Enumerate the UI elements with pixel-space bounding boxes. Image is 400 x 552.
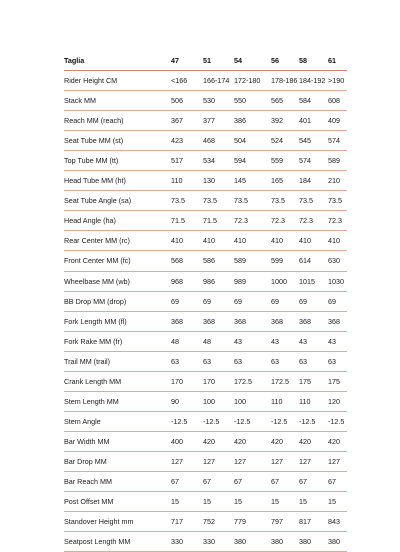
table-cell: 594 xyxy=(234,151,271,171)
table-cell: 71.5 xyxy=(203,211,234,231)
table-cell: -12.5 xyxy=(271,411,299,431)
table-cell: 779 xyxy=(234,512,271,532)
table-cell: 15 xyxy=(171,492,203,512)
table-cell: 72.3 xyxy=(328,211,347,231)
table-cell: 797 xyxy=(271,512,299,532)
table-cell: 63 xyxy=(328,351,347,371)
table-cell: 559 xyxy=(271,151,299,171)
table-cell: 400 xyxy=(171,431,203,451)
row-label: Seat Tube MM (st) xyxy=(64,131,171,151)
table-cell: 69 xyxy=(171,291,203,311)
table-cell: 410 xyxy=(271,231,299,251)
table-cell: 574 xyxy=(299,151,328,171)
table-cell: 67 xyxy=(234,471,271,491)
table-cell: 184-192 xyxy=(299,71,328,91)
table-cell: 73.5 xyxy=(171,191,203,211)
table-cell: <166 xyxy=(171,71,203,91)
table-cell: 73.5 xyxy=(234,191,271,211)
table-cell: 67 xyxy=(271,471,299,491)
table-cell: 15 xyxy=(271,492,299,512)
table-cell: 130 xyxy=(203,171,234,191)
table-row xyxy=(64,331,347,351)
geometry-table xyxy=(64,51,347,552)
table-cell: 986 xyxy=(203,271,234,291)
table-cell: 817 xyxy=(299,512,328,532)
row-label: Bar Drop MM xyxy=(64,451,171,471)
table-cell: 410 xyxy=(171,231,203,251)
table-cell: 409 xyxy=(328,111,347,131)
row-label: Stem Length MM xyxy=(64,391,171,411)
table-cell: 67 xyxy=(328,471,347,491)
table-cell: 72.3 xyxy=(234,211,271,231)
table-row xyxy=(64,411,347,431)
row-label: Top Tube MM (tt) xyxy=(64,151,171,171)
table-cell: 545 xyxy=(299,131,328,151)
size-header-cell: 51 xyxy=(203,51,234,71)
table-cell: 43 xyxy=(299,331,328,351)
row-label: Crank Length MM xyxy=(64,371,171,391)
table-cell: 420 xyxy=(328,431,347,451)
table-row xyxy=(64,391,347,411)
row-label: Rider Height CM xyxy=(64,71,171,91)
table-cell: 423 xyxy=(171,131,203,151)
row-label: Fork Length MM (fl) xyxy=(64,311,171,331)
table-cell: 73.5 xyxy=(328,191,347,211)
table-row xyxy=(64,471,347,491)
table-cell: -12.5 xyxy=(203,411,234,431)
table-cell: 100 xyxy=(203,391,234,411)
table-cell: 377 xyxy=(203,111,234,131)
table-row xyxy=(64,431,347,451)
table-cell: 589 xyxy=(234,251,271,271)
table-cell: 15 xyxy=(203,492,234,512)
table-cell: 589 xyxy=(328,151,347,171)
table-cell: 599 xyxy=(271,251,299,271)
table-cell: 127 xyxy=(171,451,203,471)
row-label: Reach MM (reach) xyxy=(64,111,171,131)
table-cell: 717 xyxy=(171,512,203,532)
table-cell: 110 xyxy=(299,391,328,411)
table-cell: 71.5 xyxy=(171,211,203,231)
table-cell: 63 xyxy=(234,351,271,371)
table-cell: 386 xyxy=(234,111,271,131)
table-cell: 843 xyxy=(328,512,347,532)
table-cell: 63 xyxy=(271,351,299,371)
table-row xyxy=(64,151,347,171)
table-cell: 73.5 xyxy=(203,191,234,211)
size-header-cell: 56 xyxy=(271,51,299,71)
table-row xyxy=(64,291,347,311)
table-cell: 380 xyxy=(328,532,347,552)
table-cell: -12.5 xyxy=(171,411,203,431)
table-cell: 586 xyxy=(203,251,234,271)
table-cell: 368 xyxy=(234,311,271,331)
table-cell: 69 xyxy=(203,291,234,311)
table-cell: 15 xyxy=(299,492,328,512)
table-row xyxy=(64,371,347,391)
table-cell: 401 xyxy=(299,111,328,131)
table-row xyxy=(64,451,347,471)
table-cell: 90 xyxy=(171,391,203,411)
row-label: Fork Rake MM (fr) xyxy=(64,331,171,351)
table-cell: 614 xyxy=(299,251,328,271)
table-cell: 72.3 xyxy=(299,211,328,231)
table-cell: 43 xyxy=(234,331,271,351)
table-cell: 368 xyxy=(171,311,203,331)
table-row xyxy=(64,191,347,211)
table-cell: 170 xyxy=(203,371,234,391)
row-label: Post Offset MM xyxy=(64,492,171,512)
table-cell: 380 xyxy=(234,532,271,552)
table-cell: 506 xyxy=(171,91,203,111)
table-cell: 368 xyxy=(271,311,299,331)
table-cell: 524 xyxy=(271,131,299,151)
table-cell: 178-186 xyxy=(271,71,299,91)
table-cell: 63 xyxy=(299,351,328,371)
table-cell: 1000 xyxy=(271,271,299,291)
table-cell: 69 xyxy=(271,291,299,311)
table-cell: 67 xyxy=(299,471,328,491)
table-cell: 410 xyxy=(299,231,328,251)
table-cell: 172.5 xyxy=(271,371,299,391)
table-row xyxy=(64,351,347,371)
table-cell: 367 xyxy=(171,111,203,131)
table-cell: 534 xyxy=(203,151,234,171)
row-label: Seat Tube Angle (sa) xyxy=(64,191,171,211)
table-cell: 100 xyxy=(234,391,271,411)
table-cell: 752 xyxy=(203,512,234,532)
table-cell: 48 xyxy=(171,331,203,351)
table-cell: 172-180 xyxy=(234,71,271,91)
table-row xyxy=(64,111,347,131)
table-cell: >190 xyxy=(328,71,347,91)
table-row xyxy=(64,171,347,191)
table-cell: 517 xyxy=(171,151,203,171)
table-cell: 15 xyxy=(328,492,347,512)
table-cell: 420 xyxy=(271,431,299,451)
table-row xyxy=(64,532,347,552)
size-header-cell: 47 xyxy=(171,51,203,71)
table-cell: 420 xyxy=(234,431,271,451)
table-cell: 968 xyxy=(171,271,203,291)
row-label: BB Drop MM (drop) xyxy=(64,291,171,311)
row-label: Rear Center MM (rc) xyxy=(64,231,171,251)
table-cell: 530 xyxy=(203,91,234,111)
table-cell: 608 xyxy=(328,91,347,111)
table-cell: 145 xyxy=(234,171,271,191)
table-cell: 550 xyxy=(234,91,271,111)
table-cell: 69 xyxy=(328,291,347,311)
table-cell: 69 xyxy=(234,291,271,311)
table-cell: 15 xyxy=(234,492,271,512)
table-cell: 43 xyxy=(328,331,347,351)
row-label: Seatpost Length MM xyxy=(64,532,171,552)
table-row xyxy=(64,512,347,532)
table-cell: 69 xyxy=(299,291,328,311)
row-label: Standover Height mm xyxy=(64,512,171,532)
table-cell: -12.5 xyxy=(328,411,347,431)
table-row xyxy=(64,492,347,512)
table-cell: 368 xyxy=(203,311,234,331)
table-cell: 127 xyxy=(299,451,328,471)
table-cell: -12.5 xyxy=(299,411,328,431)
table-cell: 368 xyxy=(328,311,347,331)
table-cell: 565 xyxy=(271,91,299,111)
table-cell: 410 xyxy=(203,231,234,251)
table-cell: 504 xyxy=(234,131,271,151)
table-cell: 127 xyxy=(203,451,234,471)
table-cell: 72.3 xyxy=(271,211,299,231)
row-label: Trail MM (trail) xyxy=(64,351,171,371)
table-cell: 67 xyxy=(203,471,234,491)
table-cell: 175 xyxy=(328,371,347,391)
table-cell: 210 xyxy=(328,171,347,191)
table-cell: 468 xyxy=(203,131,234,151)
table-cell: -12.5 xyxy=(234,411,271,431)
row-label: Head Angle (ha) xyxy=(64,211,171,231)
size-header-cell: 61 xyxy=(328,51,347,71)
table-cell: 170 xyxy=(171,371,203,391)
table-cell: 63 xyxy=(171,351,203,371)
table-cell: 73.5 xyxy=(271,191,299,211)
table-cell: 48 xyxy=(203,331,234,351)
table-cell: 172.5 xyxy=(234,371,271,391)
row-label: Stem Angle xyxy=(64,411,171,431)
table-cell: 120 xyxy=(328,391,347,411)
table-cell: 127 xyxy=(271,451,299,471)
table-cell: 166-174 xyxy=(203,71,234,91)
table-row xyxy=(64,71,347,91)
table-cell: 574 xyxy=(328,131,347,151)
table-cell: 584 xyxy=(299,91,328,111)
row-label: Bar Width MM xyxy=(64,431,171,451)
table-cell: 1030 xyxy=(328,271,347,291)
table-cell: 73.5 xyxy=(299,191,328,211)
table-row xyxy=(64,311,347,331)
table-row xyxy=(64,131,347,151)
table-cell: 368 xyxy=(299,311,328,331)
row-label: Bar Reach MM xyxy=(64,471,171,491)
table-cell: 380 xyxy=(299,532,328,552)
table-cell: 127 xyxy=(234,451,271,471)
table-cell: 43 xyxy=(271,331,299,351)
size-header-label: Taglia xyxy=(64,51,171,71)
table-cell: 330 xyxy=(171,532,203,552)
row-label: Head Tube MM (ht) xyxy=(64,171,171,191)
table-cell: 568 xyxy=(171,251,203,271)
row-label: Wheelbase MM (wb) xyxy=(64,271,171,291)
table-body xyxy=(64,71,347,552)
table-cell: 127 xyxy=(328,451,347,471)
size-header-cell: 58 xyxy=(299,51,328,71)
table-cell: 630 xyxy=(328,251,347,271)
table-row xyxy=(64,271,347,291)
table-cell: 330 xyxy=(203,532,234,552)
table-row xyxy=(64,231,347,251)
table-cell: 420 xyxy=(203,431,234,451)
table-header-row xyxy=(64,51,347,71)
table-cell: 380 xyxy=(271,532,299,552)
table-cell: 165 xyxy=(271,171,299,191)
table-cell: 420 xyxy=(299,431,328,451)
table-cell: 410 xyxy=(234,231,271,251)
table-row xyxy=(64,91,347,111)
table-cell: 67 xyxy=(171,471,203,491)
table-cell: 63 xyxy=(203,351,234,371)
table-cell: 175 xyxy=(299,371,328,391)
table-row xyxy=(64,211,347,231)
size-header-cell: 54 xyxy=(234,51,271,71)
table-cell: 410 xyxy=(328,231,347,251)
table-cell: 989 xyxy=(234,271,271,291)
table-cell: 392 xyxy=(271,111,299,131)
table-cell: 110 xyxy=(171,171,203,191)
table-cell: 1015 xyxy=(299,271,328,291)
table-cell: 110 xyxy=(271,391,299,411)
table-cell: 184 xyxy=(299,171,328,191)
row-label: Stack MM xyxy=(64,91,171,111)
row-label: Front Center MM (fc) xyxy=(64,251,171,271)
table-row xyxy=(64,251,347,271)
